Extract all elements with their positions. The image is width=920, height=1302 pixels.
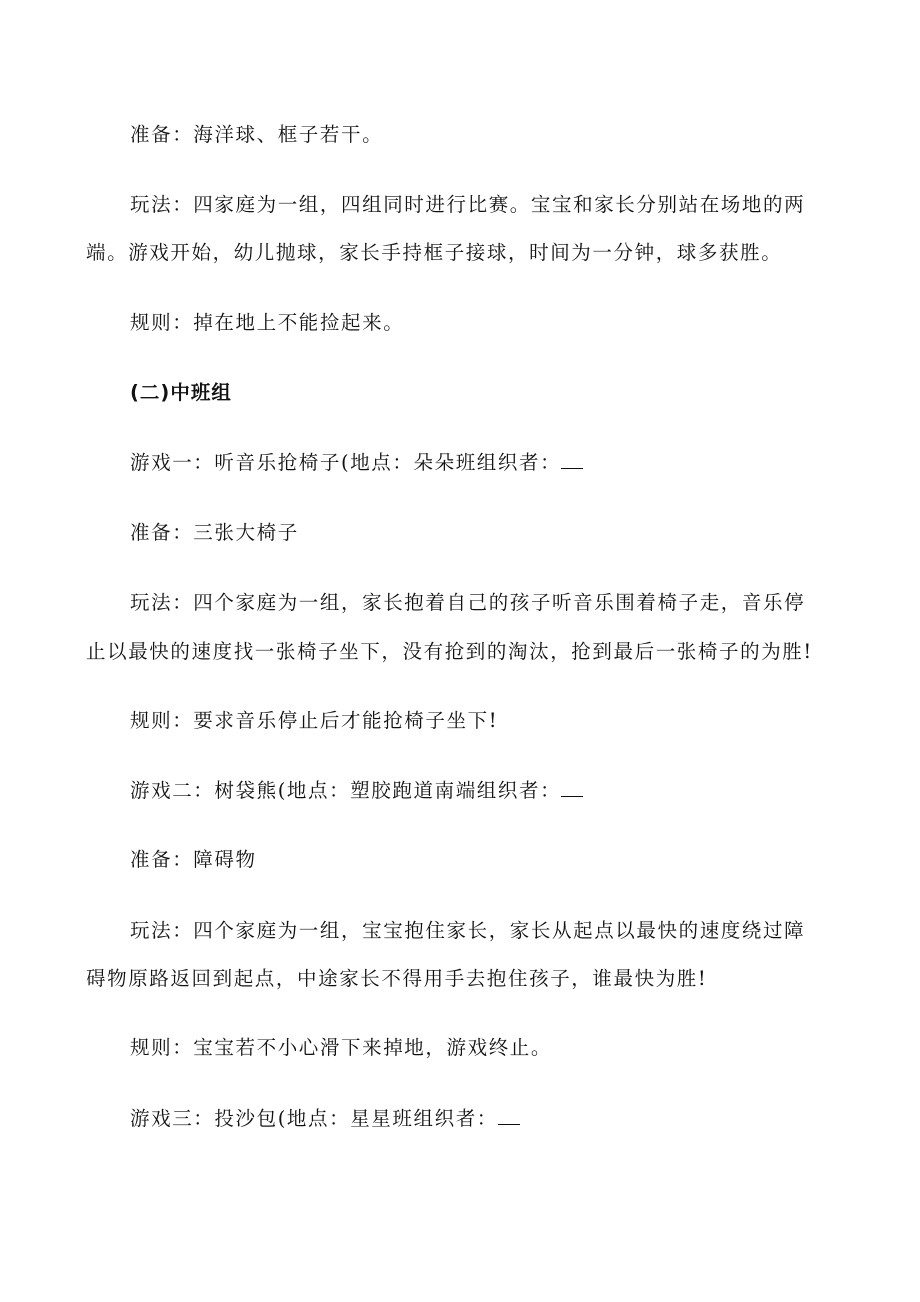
paragraph-game-2-play-line-1: 玩法：四个家庭为一组，宝宝抱住家长，家长从起点以最快的速度绕过障 xyxy=(130,919,806,942)
paragraph-game-1-prep: 准备：三张大椅子 xyxy=(130,521,299,544)
fill-blank xyxy=(498,1106,520,1125)
section-heading-middle-class: (二)中班组 xyxy=(130,381,232,404)
paragraph-play-1-line-2: 端。游戏开始，幼儿抛球，家长手持框子接球，时间为一分钟，球多获胜。 xyxy=(86,241,783,264)
fill-blank xyxy=(561,450,583,469)
paragraph-prep-1: 准备：海洋球、框子若干。 xyxy=(130,123,384,146)
paragraph-game-2-prep: 准备：障碍物 xyxy=(130,848,257,871)
paragraph-game-1-rule: 规则：要求音乐停止后才能抢椅子坐下! xyxy=(130,709,499,732)
paragraph-game-2-play-line-2: 碍物原路返回到起点，中途家长不得用手去抱住孩子，谁最快为胜! xyxy=(86,967,708,990)
paragraph-game-1-title: 游戏一：听音乐抢椅子(地点：朵朵班组织者： xyxy=(86,438,878,488)
fill-blank xyxy=(561,778,583,797)
paragraph-game-1-play-line-1: 玩法：四个家庭为一组，家长抱着自己的孩子听音乐围着椅子走，音乐停 xyxy=(130,591,806,614)
paragraph-play-1-line-1: 玩法：四家庭为一组，四组同时进行比赛。宝宝和家长分别站在场地的两 xyxy=(130,193,806,216)
paragraph-game-2-title: 游戏二：树袋熊(地点：塑胶跑道南端组织者： xyxy=(86,766,878,816)
paragraph-game-1-play-line-2: 止以最快的速度找一张椅子坐下，没有抢到的淘汰，抢到最后一张椅子的为胜! xyxy=(86,640,813,663)
paragraph-rule-1: 规则：掉在地上不能捡起来。 xyxy=(130,311,405,334)
paragraph-game-3-title: 游戏三：投沙包(地点：星星班组织者： xyxy=(86,1094,878,1144)
paragraph-game-2-rule: 规则：宝宝若不小心滑下来掉地，游戏终止。 xyxy=(130,1036,553,1059)
